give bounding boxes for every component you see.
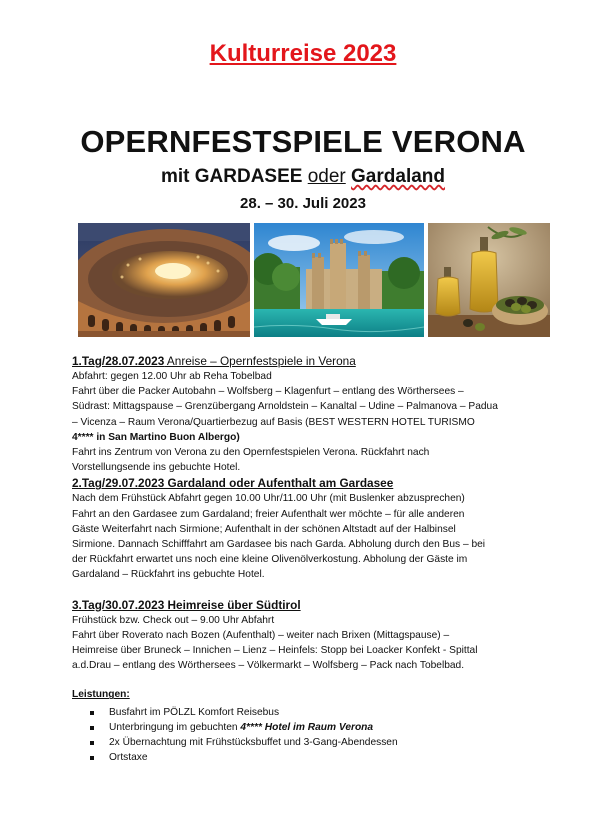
subtitle	[0, 166, 606, 188]
day1-line: Südrast: Mittagspause – Grenzübergang Arnoldstein – Kanaltal – Udine – Palmanova – Padua	[72, 401, 498, 413]
subtitle-oder: oder	[307, 166, 346, 187]
day3-line: Frühstück bzw. Check out – 9.00 Uhr Abfahrt	[72, 614, 275, 626]
page-title: OPERNFESTSPIELE VERONA	[80, 124, 526, 159]
subtitle-gardaland: Gardaland	[351, 166, 446, 187]
itinerary	[72, 353, 542, 765]
list-item: Ortstaxe	[72, 750, 542, 765]
day1-line: Fahrt über die Packer Autobahn – Wolfsberg – Klagenfurt – entlang des Wörthersees –	[72, 386, 464, 398]
list-item: 2x Übernachtung mit Frühstücksbuffet und 3-Gang-Abendessen	[72, 735, 542, 750]
item-emphasis: 4**** Hotel im Raum Verona	[240, 721, 374, 733]
arena-photo	[78, 223, 250, 337]
castle-lake-photo	[254, 223, 424, 337]
day1-title: Anreise – Opernfestspiele in Verona	[164, 354, 356, 368]
day2-line: der Rückfahrt erwartet uns noch eine kleine Olivenölverkostung. Abholung der Gäste im	[72, 554, 468, 566]
day3-line: a.d.Drau – entlang des Wörthersees – Völkermarkt – Wolfsberg – Pack nach Tobelbad.	[72, 660, 465, 672]
kulturreise-heading: Kulturreise 2023	[209, 40, 397, 67]
day2-heading: 2.Tag/29.07.2023 Gardaland oder Aufenthalt am Gardasee	[72, 476, 394, 491]
day2-line: Fahrt an den Gardasee zum Gardaland; freier Aufenthalt wer möchte – für alle anderen	[72, 508, 465, 520]
day2-line: Sirmione. Dannach Schifffahrt am Gardasee bis nach Garda. Abholung durch den Bus – bei	[72, 539, 486, 551]
day1-line: Fahrt ins Zentrum von Verona zu den Opernfestspielen Verona. Rückfahrt nach	[72, 447, 430, 459]
item-text: Unterbringung im gebuchten	[109, 721, 241, 733]
day3-line: Fahrt über Roverato nach Bozen (Aufenthalt) – weiter nach Brixen (Mittagspause) –	[72, 629, 450, 641]
subtitle-gardasee: mit GARDASEE	[160, 166, 303, 187]
day3-heading: 3.Tag/30.07.2023 Heimreise über Südtirol	[72, 597, 301, 612]
day1-heading	[72, 353, 542, 369]
list-item	[72, 720, 542, 735]
day1-line: Abfahrt: gegen 12.00 Uhr ab Reha Tobelbad	[72, 371, 272, 382]
leistungen-heading: Leistungen:	[72, 689, 130, 701]
day1-line: Vorstellungsende ins gebuchte Hotel.	[72, 462, 241, 474]
day2-line: Nach dem Frühstück Abfahrt gegen 10.00 Uhr/11.00 Uhr (mit Buslenker abzusprechen)	[72, 493, 465, 505]
travel-dates: 28. – 30. Juli 2023	[240, 195, 366, 212]
day2-line: Gäste Weiterfahrt nach Sirmione; Aufenthalt in der schönen Altstadt auf der Halbinsel	[72, 523, 456, 535]
leistungen-list	[72, 705, 542, 766]
day1-line: 4**** in San Martino Buon Albergo)	[72, 431, 240, 443]
day2-line: Gardaland – Rückfahrt ins gebuchte Hotel.	[72, 569, 265, 581]
day1-line: – Vicenza – Raum Verona/Quartierbezug auf Basis (BEST WESTERN HOTEL TURISMO	[72, 416, 475, 428]
day3-line: Heimreise über Bruneck – Innichen – Lienz – Heinfels: Stopp bei Loacker Konfekt - Spittal	[72, 645, 478, 657]
list-item: Busfahrt im PÖLZL Komfort Reisebus	[72, 705, 542, 720]
olive-oil-photo	[428, 223, 550, 337]
day1-date: 1.Tag/28.07.2023	[72, 354, 165, 368]
